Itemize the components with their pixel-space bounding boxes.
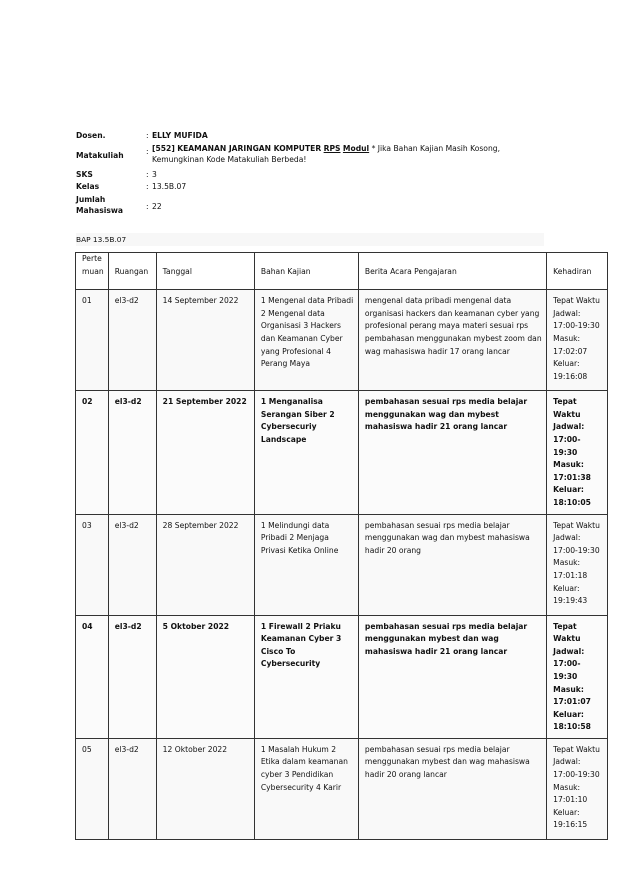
keluar-label: Keluar:	[553, 359, 580, 369]
cell-berita: pembahasan sesuai rps media belajar menggunakan mybest dan wag mahasiswa hadir 21 orang lancar	[358, 615, 546, 738]
cell-ruang: el3-d2	[108, 615, 156, 738]
keluar-label: Keluar:	[553, 807, 580, 817]
masuk-value: 17:01:18	[553, 570, 588, 580]
kelas-label: Kelas	[76, 182, 100, 191]
modul-link[interactable]: Modul	[342, 144, 370, 153]
colon: :	[146, 202, 149, 211]
bap-table	[75, 252, 608, 840]
masuk-label: Masuk:	[553, 460, 584, 470]
matkul-code: [552]	[152, 144, 175, 153]
matkul-value	[152, 143, 552, 165]
cell-berita: pembahasan sesuai rps media belajar menggunakan wag dan mybest mahasiswa hadir 20 orang	[358, 514, 546, 615]
dosen-label: Dosen.	[76, 131, 106, 140]
cell-bahan: 1 Firewall 2 Priaku Keamanan Cyber 3 Cisco To Cybersecurity	[254, 615, 358, 738]
cell-ruang: el3-d2	[108, 738, 156, 839]
header-pertemuan-1: Perte	[82, 254, 102, 263]
cell-tanggal: 14 September 2022	[156, 290, 254, 391]
cell-berita: pembahasan sesuai rps media belajar menggunakan mybest dan wag mahasiswa hadir 20 orang lancar	[358, 738, 546, 839]
cell-kehadiran	[547, 290, 608, 391]
sks-value: 3	[152, 170, 157, 179]
colon: :	[146, 182, 149, 191]
cell-no: 05	[76, 738, 109, 839]
tepat-waktu: Tepat Waktu	[553, 744, 600, 754]
jumlah-label-2: Mahasiswa	[76, 206, 123, 215]
keluar-label: Keluar:	[553, 709, 584, 719]
cell-tanggal: 5 Oktober 2022	[156, 615, 254, 738]
table-row	[76, 391, 608, 514]
tepat-waktu: Tepat Waktu	[553, 621, 581, 644]
jumlah-value: 22	[152, 202, 162, 211]
jumlah-label-1: Jumlah	[76, 195, 106, 204]
cell-kehadiran	[547, 738, 608, 839]
masuk-label: Masuk:	[553, 558, 581, 568]
tepat-waktu: Tepat Waktu	[553, 296, 600, 306]
table-row	[76, 290, 608, 391]
cell-no: 02	[76, 391, 109, 514]
keluar-label: Keluar:	[553, 485, 584, 495]
colon: :	[146, 147, 149, 156]
header-ruangan: Ruangan	[108, 253, 156, 290]
rps-link[interactable]: RPS	[323, 144, 341, 153]
keluar-value: 18:10:05	[553, 497, 591, 507]
cell-no: 04	[76, 615, 109, 738]
bap-title: BAP 13.5B.07	[76, 233, 544, 246]
tepat-waktu: Tepat Waktu	[553, 520, 600, 530]
jadwal-label: Jadwal:	[553, 308, 581, 318]
cell-no: 01	[76, 290, 109, 391]
keluar-value: 19:19:43	[553, 596, 588, 606]
cell-bahan: 1 Melindungi data Pribadi 2 Menjaga Privasi Ketika Online	[254, 514, 358, 615]
cell-tanggal: 21 September 2022	[156, 391, 254, 514]
jadwal-value: 17:00-19:30	[553, 545, 600, 555]
cell-tanggal: 28 September 2022	[156, 514, 254, 615]
table-header	[76, 253, 608, 290]
cell-tanggal: 12 Oktober 2022	[156, 738, 254, 839]
header-tanggal: Tanggal	[156, 253, 254, 290]
sks-label: SKS	[76, 170, 93, 179]
matkul-note: * Jika Bahan Kajian Masih Kosong,	[371, 144, 501, 153]
matkul-note-2: Kemungkinan Kode Matakuliah Berbeda!	[152, 155, 307, 164]
jadwal-value: 17:00-19:30	[553, 659, 581, 681]
jadwal-label: Jadwal:	[553, 533, 581, 543]
masuk-value: 17:01:10	[553, 795, 588, 805]
header-pertemuan-2: muan	[82, 266, 104, 276]
table-row	[76, 738, 608, 839]
cell-no: 03	[76, 514, 109, 615]
table-row	[76, 514, 608, 615]
header-pertemuan	[76, 253, 109, 290]
cell-ruang: el3-d2	[108, 290, 156, 391]
masuk-value: 17:01:07	[553, 697, 591, 707]
cell-kehadiran	[547, 391, 608, 514]
cell-berita: mengenal data pribadi mengenal data organisasi hackers dan keamanan cyber yang profesional perang maya materi sesuai rps pembahasan menggunakan mybest zoom dan wag mahasiswa hadir 17 orang lancar	[358, 290, 546, 391]
colon: :	[146, 170, 149, 179]
tepat-waktu: Tepat Waktu	[553, 397, 581, 419]
jadwal-value: 17:00-19:30	[553, 434, 581, 457]
jadwal-label: Jadwal:	[553, 757, 581, 767]
jadwal-label: Jadwal:	[553, 422, 585, 432]
jadwal-value: 17:00-19:30	[553, 321, 600, 331]
jumlah-label	[76, 194, 123, 216]
cell-kehadiran	[547, 514, 608, 615]
masuk-label: Masuk:	[553, 333, 581, 343]
cell-ruang: el3-d2	[108, 391, 156, 514]
masuk-value: 17:02:07	[553, 346, 588, 356]
keluar-value: 18:10:58	[553, 722, 591, 732]
dosen-value: ELLY MUFIDA	[152, 131, 208, 140]
cell-berita: pembahasan sesuai rps media belajar menggunakan wag dan mybest mahasiswa hadir 21 orang lancar	[358, 391, 546, 514]
keluar-label: Keluar:	[553, 583, 580, 593]
cell-kehadiran	[547, 615, 608, 738]
keluar-value: 19:16:08	[553, 371, 588, 381]
cell-bahan: 1 Masalah Hukum 2 Etika dalam keamanan cyber 3 Pendidikan Cybersecurity 4 Karir	[254, 738, 358, 839]
header-berita: Berita Acara Pengajaran	[358, 253, 546, 290]
matkul-name: KEAMANAN JARINGAN KOMPUTER	[177, 144, 322, 153]
cell-bahan: 1 Menganalisa Serangan Siber 2 Cybersecuriy Landscape	[254, 391, 358, 514]
header-bahan: Bahan Kajian	[254, 253, 358, 290]
cell-bahan: 1 Mengenal data Pribadi 2 Mengenal data Organisasi 3 Hackers dan Keamanan Cyber yang Profesional 4 Perang Maya	[254, 290, 358, 391]
jadwal-label: Jadwal:	[553, 646, 585, 656]
cell-ruang: el3-d2	[108, 514, 156, 615]
masuk-label: Masuk:	[553, 782, 581, 792]
masuk-value: 17:01:38	[553, 472, 591, 482]
header-kehadiran: Kehadiran	[547, 253, 608, 290]
table-row	[76, 615, 608, 738]
matkul-label: Matakuliah	[76, 151, 124, 160]
kelas-value: 13.5B.07	[152, 182, 187, 191]
jadwal-value: 17:00-19:30	[553, 770, 600, 780]
keluar-value: 19:16:15	[553, 820, 588, 830]
colon: :	[146, 131, 149, 140]
masuk-label: Masuk:	[553, 684, 584, 694]
